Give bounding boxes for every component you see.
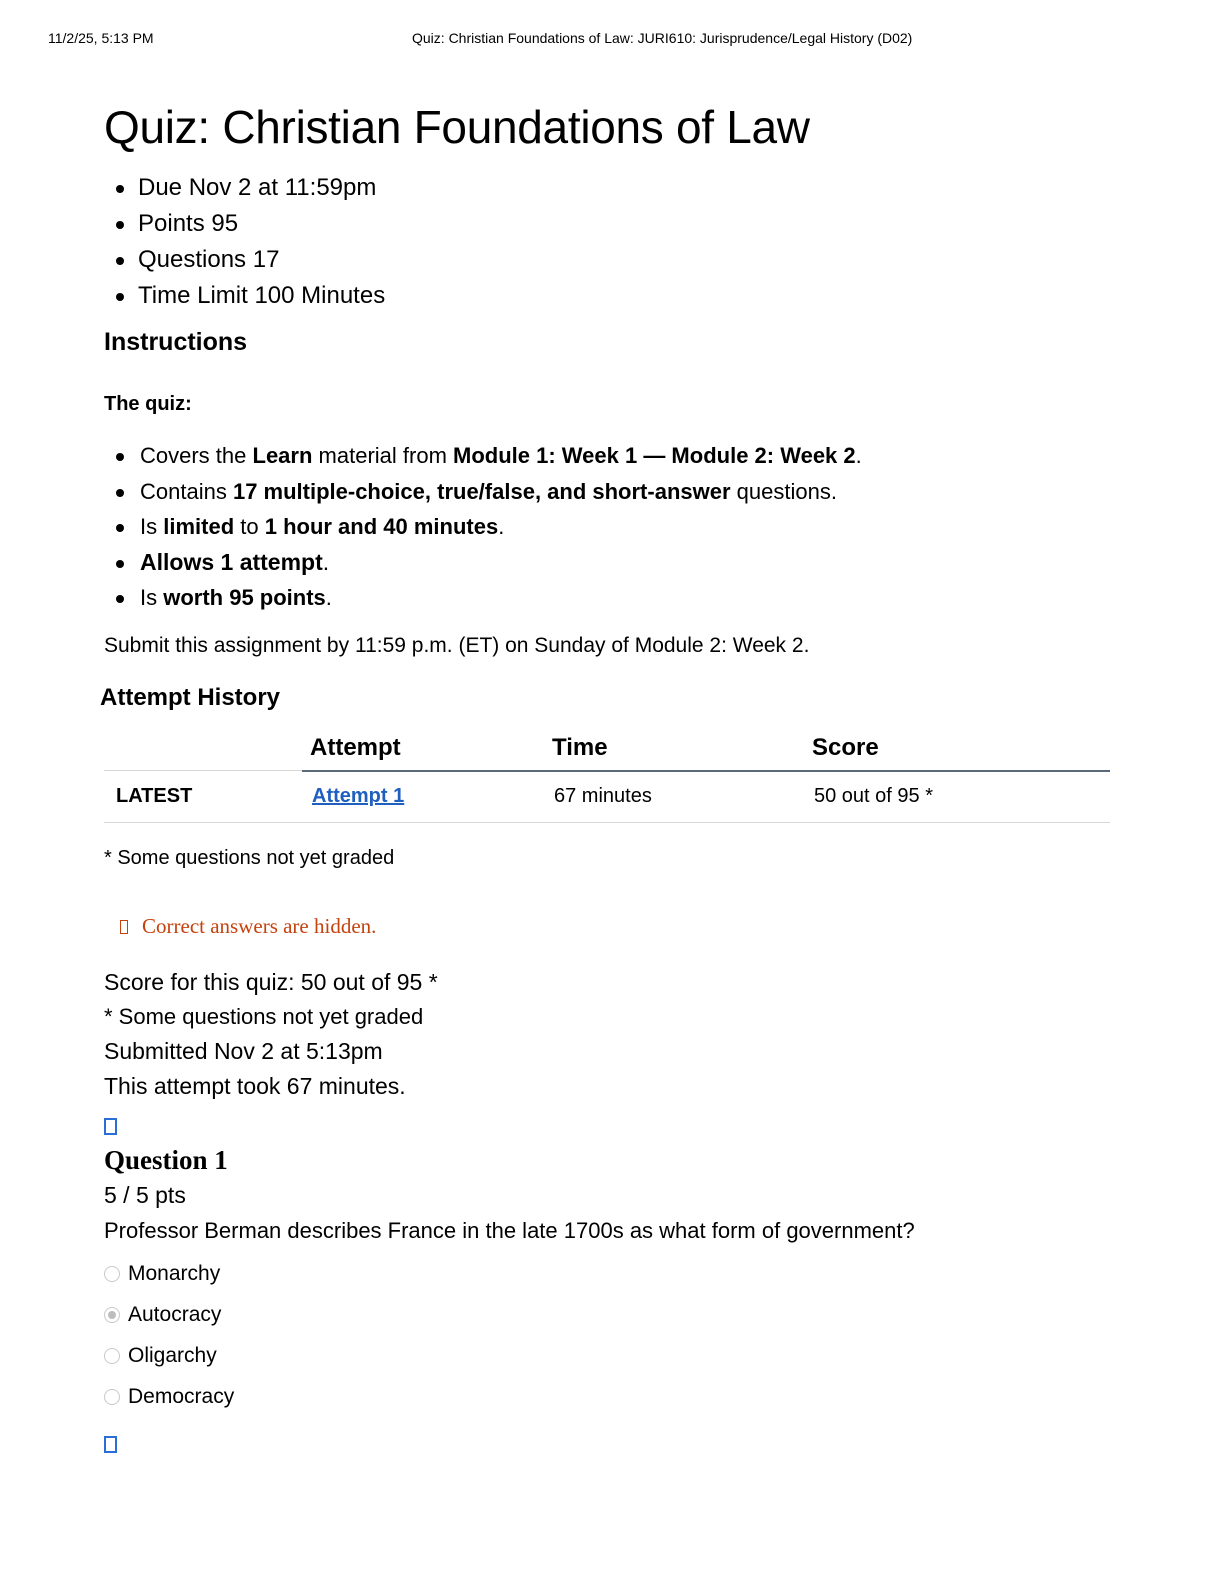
print-timestamp: 11/2/25, 5:13 PM [48,30,154,46]
answers-hidden-text: Correct answers are hidden. [142,913,377,938]
quiz-questions: Questions 17 [114,242,1114,278]
attempt-cell [302,771,544,823]
print-header [0,30,1224,50]
instruction-item: Is worth 95 points. [114,580,1114,616]
print-page-title: Quiz: Christian Foundations of Law: JURI610: Jurisprudence/Legal History (D02) [412,30,913,46]
score-summary [104,965,1114,1104]
page-title: Quiz: Christian Foundations of Law [104,101,810,153]
column-header-time: Time [544,726,804,771]
submitted-time: Submitted Nov 2 at 5:13pm [104,1037,383,1064]
submit-note: Submit this assignment by 11:59 p.m. (ET) on Sunday of Module 2: Week 2. [104,633,810,657]
question-text: Professor Berman describes France in the late 1700s as what form of government? [104,1217,915,1243]
instruction-item: Is limited to 1 hour and 40 minutes. [114,509,1114,545]
table-row [104,771,1110,823]
attempt-duration: This attempt took 67 minutes. [104,1072,406,1099]
answer-label: Monarchy [128,1262,221,1285]
answer-label: Democracy [128,1385,235,1408]
quiz-points: Points 95 [114,206,1114,242]
quiz-time-limit: Time Limit 100 Minutes [114,278,1114,314]
radio-button[interactable] [104,1266,120,1282]
instruction-item: Covers the Learn material from Module 1: Week 1 — Module 2: Week 2. [114,438,1114,474]
flag-question-icon[interactable] [104,1118,117,1135]
attempt-1-link[interactable]: Attempt 1 [312,785,405,807]
quiz-meta-list [114,170,1114,314]
question-points: 5 / 5 pts [104,1181,186,1208]
answer-label: Autocracy [128,1303,222,1326]
radio-button[interactable] [104,1307,120,1323]
quiz-due: Due Nov 2 at 11:59pm [114,170,1114,206]
instructions-intro: The quiz: [104,393,192,415]
radio-button[interactable] [104,1389,120,1405]
answer-option[interactable] [104,1377,1114,1418]
attempt-footnote: * Some questions not yet graded [104,846,395,869]
score-cell: 50 out of 95 * [804,771,1110,823]
answer-option[interactable] [104,1254,1114,1295]
warning-icon [120,920,128,934]
flag-question-icon[interactable] [104,1436,117,1453]
attempt-history-table [104,726,1110,823]
quiz-content [100,96,1114,1458]
answers-hidden-notice [120,911,1114,941]
table-header-blank [104,726,302,771]
answer-label: Oligarchy [128,1344,217,1367]
instruction-item: Allows 1 attempt. [114,545,1114,581]
instructions-heading: Instructions [104,328,248,356]
column-header-score: Score [804,726,1110,771]
question-title: Question 1 [104,1144,228,1175]
column-header-attempt: Attempt [302,726,544,771]
time-cell: 67 minutes [544,771,804,823]
answer-option[interactable] [104,1336,1114,1377]
instructions-list [114,438,1114,616]
latest-label: LATEST [104,771,302,823]
quiz-score: Score for this quiz: 50 out of 95 * [104,968,438,995]
instruction-item: Contains 17 multiple-choice, true/false, and short-answer questions. [114,474,1114,510]
answer-options [104,1254,1114,1418]
attempt-history-heading: Attempt History [100,683,281,711]
answer-option[interactable] [104,1295,1114,1336]
not-graded-note: * Some questions not yet graded [104,1003,424,1029]
radio-button[interactable] [104,1348,120,1364]
